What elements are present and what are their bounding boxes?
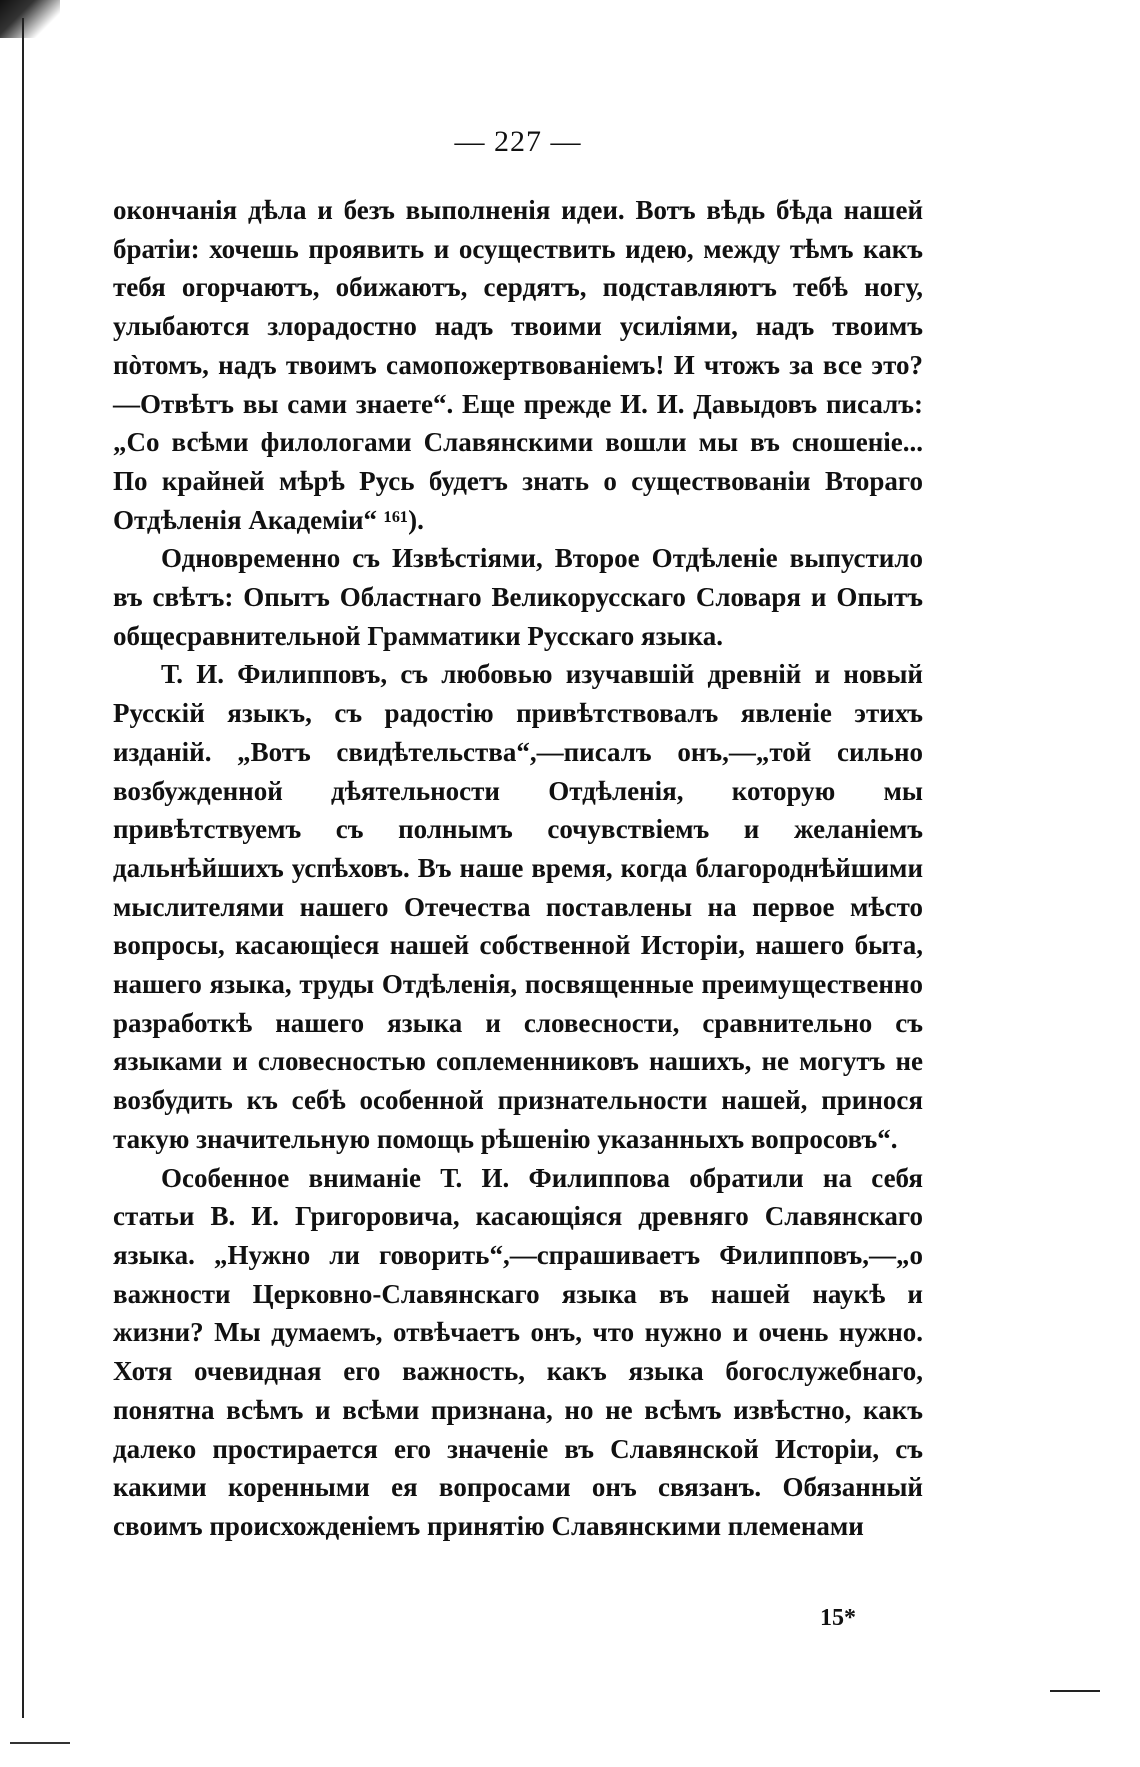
scan-mark-left xyxy=(10,1742,70,1744)
scan-mark xyxy=(1050,1690,1100,1692)
signature-mark: 15* xyxy=(820,1605,856,1631)
paragraph-2: Одновременно съ Извѣстіями, Второе Отдѣленіе выпустило въ свѣтъ: Опытъ Областнаго Великорусскаго Словаря и Опытъ общесравнительной Грамматики Русскаго языка. xyxy=(113,543,923,651)
scan-left-edge xyxy=(22,18,24,1718)
book-page xyxy=(113,125,923,1546)
paragraph-1: окончанія дѣла и безъ выполненія идеи. Вотъ вѣдь бѣда нашей братіи: хочешь проявить и осуществить идею, между тѣмъ какъ тебя огорчаютъ, обижаютъ, сердятъ, подставляютъ тебѣ ногу, улыбаются злорадостно надъ твоими усиліями, надъ твоимъ пòтомъ, надъ твоимъ самопожертвованіемъ! И чтожъ за все это?—Отвѣтъ вы сами знаете“. Еще прежде И. И. Давыдовъ писалъ: „Со всѣми филологами Славянскими вошли мы въ сношеніе... По крайней мѣрѣ Русь будетъ знать о существованіи Втораго Отдѣленія Академіи“ ¹⁶¹). xyxy=(113,195,923,535)
paragraph-3: Т. И. Филипповъ, съ любовью изучавшій древній и новый Русскій языкъ, съ радостію привѣтствовалъ явленіе этихъ изданій. „Вотъ свидѣтельства“,—писалъ онъ,—„той сильно возбужденной дѣятельности Отдѣленія, которую мы привѣтствуемъ съ полнымъ сочувствіемъ и желаніемъ дальнѣйшихъ успѣховъ. Въ наше время, когда благороднѣйшими мыслителями нашего Отечества поставлены на первое мѣсто вопросы, касающіеся нашей собственной Исторіи, нашего быта, нашего языка, труды Отдѣленія, посвященные преимущественно разработкѣ нашего языка и словесности, сравнительно съ языками и словесностью соплеменниковъ нашихъ, не могутъ не возбудить къ себѣ особенной признательности нашей, принося такую значительную помощь рѣшенію указанныхъ вопросовъ“. xyxy=(113,659,923,1154)
page-number: — 227 — xyxy=(454,125,582,158)
paragraph-4: Особенное вниманіе Т. И. Филиппова обратили на себя статьи В. И. Григоровича, касающіяся древняго Славянскаго языка. „Нужно ли говорить“,—спрашиваетъ Филипповъ,—„о важности Церковно-Славянскаго языка въ нашей наукѣ и жизни? Мы думаемъ, отвѣчаетъ онъ, что нужно и очень нужно. Хотя очевидная его важность, какъ языка богослужебнаго, понятна всѣмъ и всѣми признана, но не всѣмъ извѣстно, какъ далеко простирается его значеніе въ Славянской Исторіи, съ какими коренными ея вопросами онъ связанъ. Обязанный своимъ происхожденіемъ принятію Славянскими племенами xyxy=(113,1162,923,1541)
scan-corner-shadow xyxy=(0,0,60,38)
